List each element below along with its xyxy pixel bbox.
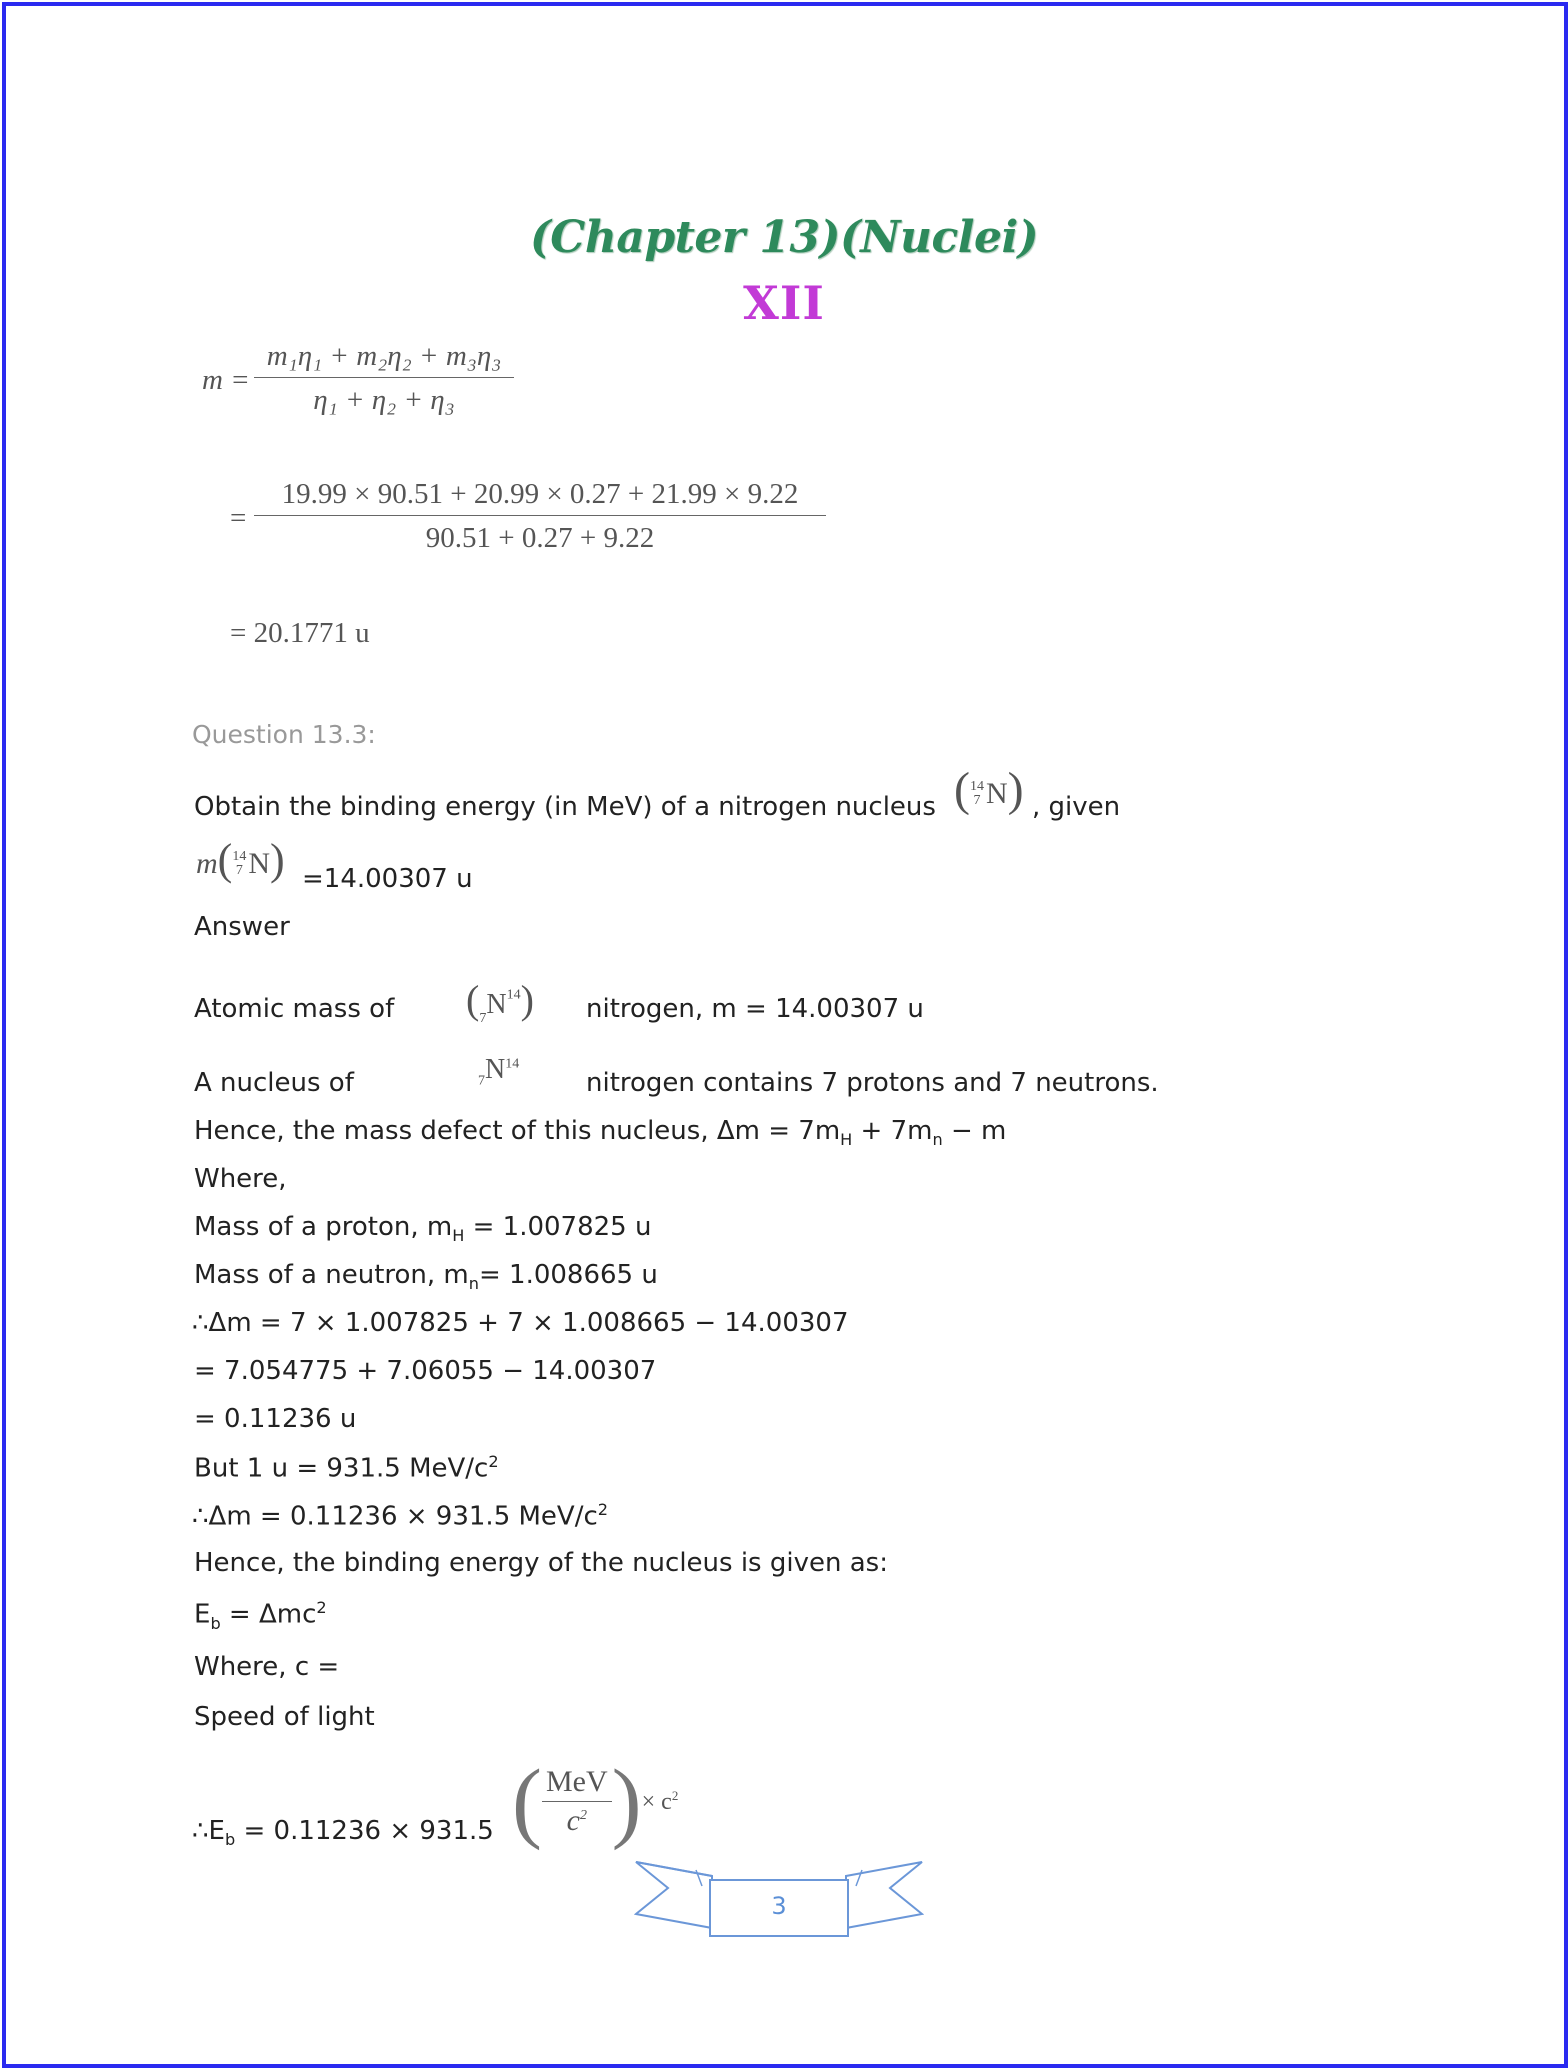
eb-sub: b <box>210 1613 221 1633</box>
formula-fraction <box>254 340 514 417</box>
times-c-sup: 2 <box>671 1787 679 1803</box>
eb-final-value: = 0.11236 × 931.5 <box>235 1816 494 1846</box>
class-label: XII <box>743 276 825 330</box>
proton-sub: H <box>452 1226 465 1246</box>
formula-numerator: m₁η₁ + m₂η₂ + m₃η₃ <box>254 340 514 378</box>
step2-equals: = <box>230 502 247 534</box>
answer-line2-b: nitrogen contains 7 protons and 7 neutrons. <box>586 1068 1159 1098</box>
nucleus-notation-1: ( 14 7 N) <box>954 763 1024 816</box>
answer-line11 <box>192 1500 608 1532</box>
sub-h: H <box>840 1130 853 1150</box>
answer-line2-a: A nucleus of <box>194 1068 354 1098</box>
times-c: × c <box>641 1788 672 1815</box>
page-number: 3 <box>771 1892 787 1920</box>
mass-defect-mid: + 7m <box>852 1116 933 1146</box>
step2-denominator: 90.51 + 0.27 + 9.22 <box>425 522 655 554</box>
mev-denominator: c <box>566 1804 580 1837</box>
proton-mass-label: Mass of a proton, m <box>194 1212 453 1242</box>
atomic-number-3: 7 <box>479 1011 487 1026</box>
mass-defect-mev: ∴Δm = 0.11236 × 931.5 MeV/c <box>192 1501 598 1532</box>
sup-2-a: 2 <box>488 1452 499 1471</box>
mass-prefix: m <box>196 846 218 880</box>
question-text <box>194 792 936 822</box>
question-text-before: Obtain the binding energy (in MeV) of a nitrogen nucleus <box>194 792 936 822</box>
answer-line8: = 7.054775 + 7.06055 − 14.00307 <box>194 1356 657 1386</box>
chapter-title: (Chapter 13)(Nuclei) <box>529 212 1039 263</box>
step2-numerator: 19.99 × 90.51 + 20.99 × 0.27 + 21.99 × 9.22 <box>254 478 826 516</box>
question-mass-value: =14.00307 u <box>302 864 473 894</box>
answer-line14: Where, c = <box>194 1652 340 1682</box>
neutron-mass-label: Mass of a neutron, m <box>194 1260 469 1290</box>
atomic-number-1: 7 <box>973 792 981 808</box>
question-text-after: , given <box>1032 792 1121 822</box>
answer-line6 <box>194 1260 658 1293</box>
answer-line13 <box>194 1598 327 1633</box>
sub-n: n <box>932 1130 943 1150</box>
answer-line1-a: Atomic mass of <box>194 994 395 1024</box>
nucleus-symbol-1: N <box>985 776 1008 810</box>
sup-2-b: 2 <box>597 1500 609 1519</box>
answer-line3 <box>194 1116 1006 1149</box>
answer-line12: Hence, the binding energy of the nucleus is given as: <box>194 1548 888 1578</box>
page-number-ribbon <box>634 1858 924 1940</box>
mass-number-2: 14 <box>232 848 247 864</box>
formula-lhs: m = <box>202 364 250 396</box>
atomic-number-4: 7 <box>478 1073 485 1089</box>
answer-line9: = 0.11236 u <box>194 1404 357 1434</box>
mass-number-3: 14 <box>506 987 521 1003</box>
mass-defect-text: Hence, the mass defect of this nucleus, Δm = 7m <box>194 1116 841 1146</box>
answer-line5 <box>194 1212 651 1245</box>
step2-fraction <box>254 478 826 555</box>
answer-line10 <box>194 1452 499 1484</box>
mev-numerator: MeV <box>542 1765 612 1802</box>
eb-equation: = Δmc <box>220 1599 317 1630</box>
mev-den-sup: 2 <box>579 1808 587 1823</box>
neutron-sub: n <box>468 1274 479 1294</box>
eb-symbol: E <box>194 1599 211 1630</box>
answer-line15: Speed of light <box>194 1702 375 1732</box>
nucleus-mass-notation: m( 14 7 N) <box>196 835 285 884</box>
atomic-number-2: 7 <box>235 862 243 878</box>
answer-label: Answer <box>194 912 290 942</box>
eb-final-symbol: ∴E <box>192 1816 225 1846</box>
neutron-mass-value: = 1.008665 u <box>478 1260 658 1290</box>
nucleus-symbol-3: N <box>486 989 507 1020</box>
nucleus-symbol-2: N <box>248 846 270 880</box>
answer-line1-b: nitrogen, m = 14.00307 u <box>586 994 924 1024</box>
answer-line7: ∴Δm = 7 × 1.007825 + 7 × 1.008665 − 14.00307 <box>192 1308 849 1338</box>
proton-mass-value: = 1.007825 u <box>464 1212 652 1242</box>
answer-line4: Where, <box>194 1164 287 1194</box>
eb-final-sub: b <box>224 1830 236 1850</box>
question-label: Question 13.3: <box>192 720 376 749</box>
mev-fraction: ( MeV $c^2$ )× $c^2$ <box>512 1752 679 1851</box>
mass-defect-end: − m <box>942 1116 1007 1146</box>
nucleus-symbol-4: N <box>485 1054 506 1085</box>
formula-denominator: η₁ + η₂ + η₃ <box>313 384 455 416</box>
mass-number-1: 14 <box>969 778 984 794</box>
answer-line16 <box>192 1816 494 1849</box>
sup-2-c: 2 <box>316 1598 327 1617</box>
unit-conversion: But 1 u = 931.5 MeV/c <box>194 1453 489 1484</box>
nucleus-notation-3: $(_7N^{14})$ <box>466 977 534 1026</box>
mass-number-4: 14 <box>505 1056 520 1072</box>
nucleus-notation-4 <box>478 1054 519 1090</box>
formula-result: = 20.1771 u <box>230 617 370 649</box>
